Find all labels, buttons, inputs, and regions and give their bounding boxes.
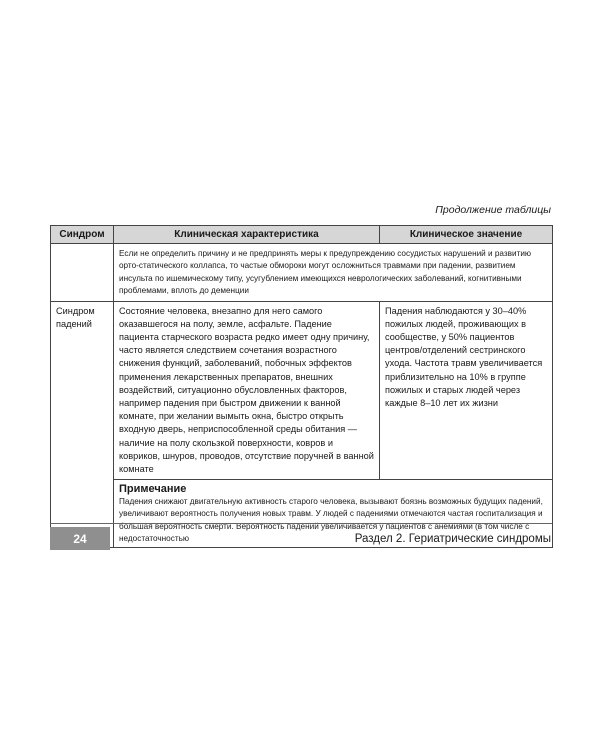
empty-syndrome-cell — [51, 244, 114, 302]
table-row — [51, 244, 553, 302]
section-title: Раздел 2. Гериатрические синдромы — [354, 532, 551, 545]
orthostatic-tail-text: Если не определить причину и не предпринять меры к предупреждению сосудистых нарушений и развитию орто-статического коллапса, то частые обмороки могут осложниться травмами при падении, развитием инсульта по ишемическому типу, усугублением имеющихся неврологических заболеваний, когнитивными проблемами, вплоть до деменции — [114, 244, 553, 302]
note-title: Примечание — [119, 483, 187, 496]
syndromes-table — [50, 225, 553, 548]
header-significance: Клиническое значение — [380, 226, 553, 244]
table-row — [51, 301, 553, 480]
table-header-row — [51, 226, 553, 244]
note-text: Падения снижают двигательную активность старого человека, вызывают боязнь возможных будущих падений, увеличивают вероятность получения новых травм. У людей с падениями отмечаются частая госпитализация и большая вероятность смерти. Вероятность падений увеличивается у пациентов с анемиями (в том числе с недостаточностью — [119, 497, 543, 543]
continued-label: Продолжение таблицы — [435, 204, 551, 216]
falls-characteristic-cell: Состояние человека, внезапно для него самого оказавшегося на полу, земле, асфальте. Падение пациента старческого возраста редко имеет одну причину, часто является следствием сочетания возрастного снижения функций, заболеваний, побочных эффектов применения лекарственных препаратов, внешних воздействий, ситуационно обусловленных факторов, например падения при быстром движении к ванной комнате, при желании вымыть окна, быстро открыть входную дверь, неприспособленной среды обитания — наличие на полу скользкой поверхности, ковров и ковриков, шнуров, проводов, отсутствие поручней в ванной комнате — [114, 301, 380, 480]
syndrome-falls-cell: Синдром падений — [51, 301, 114, 547]
page-number: 24 — [50, 527, 110, 550]
header-syndrome: Синдром — [51, 226, 114, 244]
footer-divider — [50, 523, 552, 524]
falls-significance-cell: Падения наблюдаются у 30–40% пожилых людей, проживающих в сообществе, у 50% пациентов центров/отделений сестринского ухода. Частота травм увеличивается приблизительно на 10% в группе пожилых и старых людей через каждые 8–10 лет их жизни — [380, 301, 553, 480]
header-characteristic: Клиническая характеристика — [114, 226, 380, 244]
